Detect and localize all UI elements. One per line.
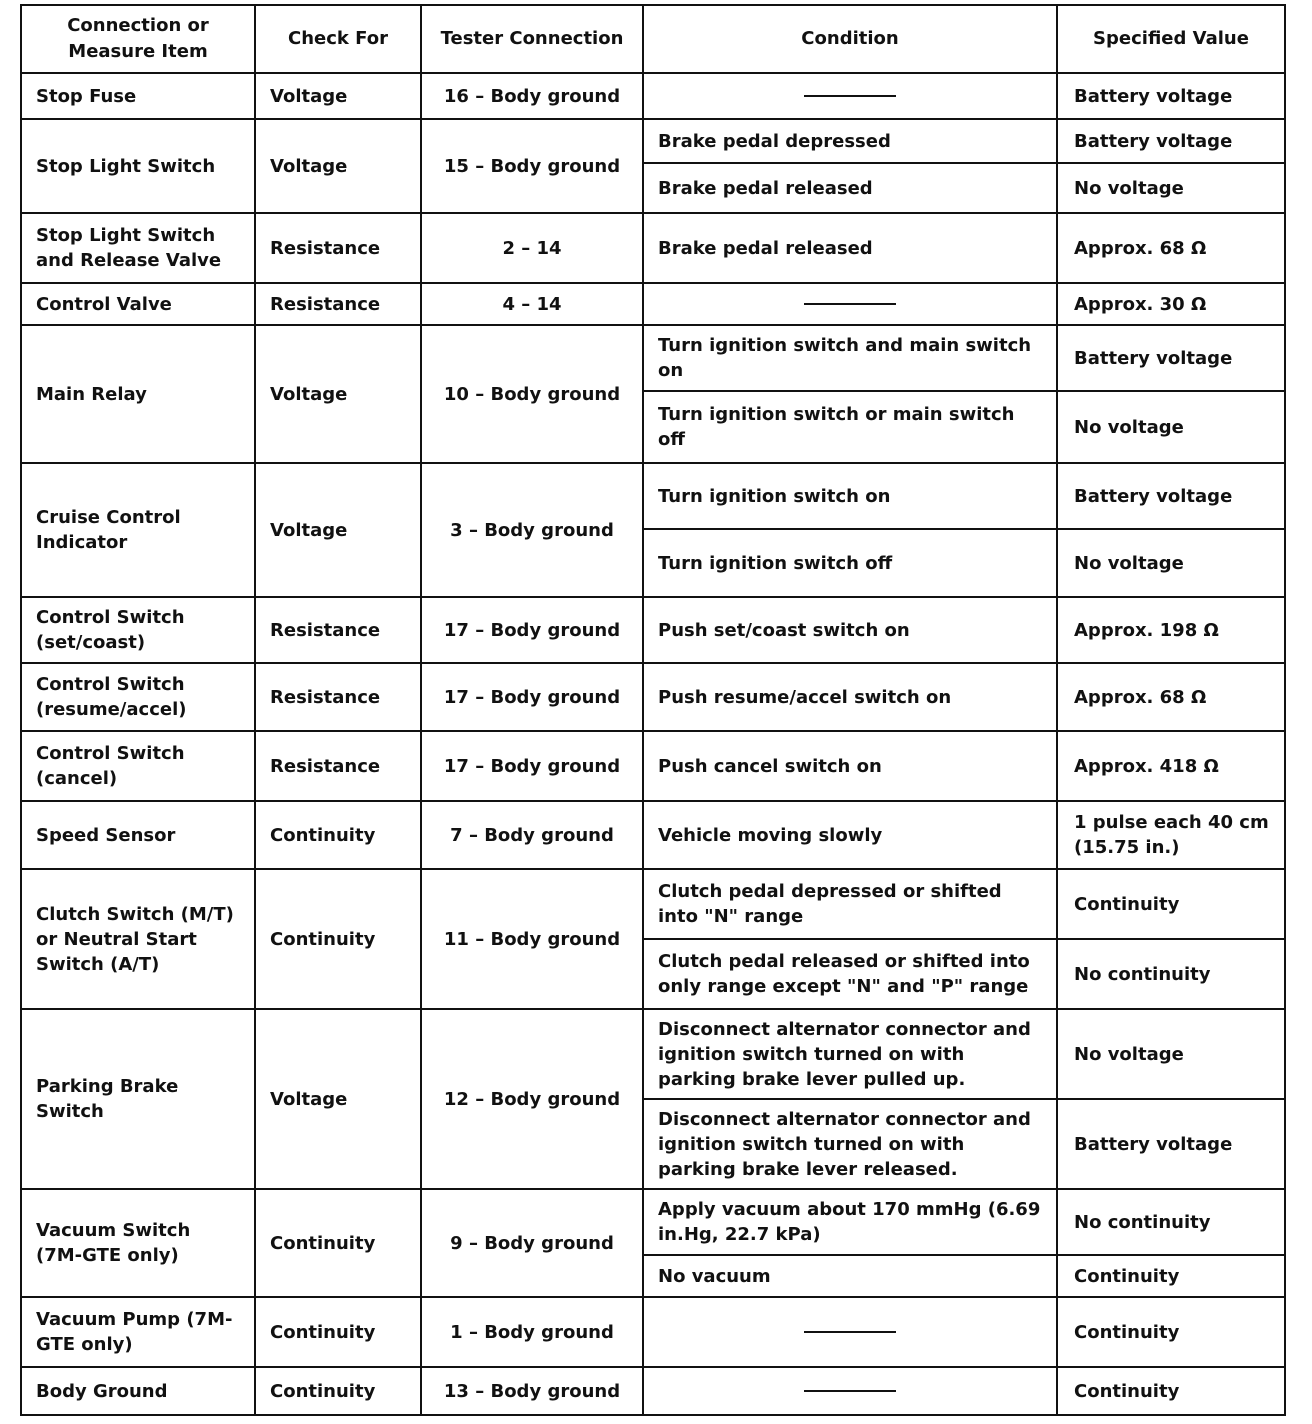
tester-connection: 9 – Body ground — [421, 1189, 643, 1297]
table-row — [21, 1367, 1285, 1415]
item-name: Parking Brake Switch — [21, 1009, 255, 1189]
specified-value: Continuity — [1057, 869, 1285, 939]
condition: Apply vacuum about 170 mmHg (6.69 in.Hg, 22.7 kPa) — [643, 1189, 1057, 1255]
table-row — [21, 73, 1285, 119]
table-row — [21, 663, 1285, 731]
item-name: Stop Light Switch and Release Valve — [21, 213, 255, 283]
dash-line — [804, 1331, 896, 1333]
specified-value: Continuity — [1057, 1367, 1285, 1415]
table-row — [21, 1297, 1285, 1367]
item-name: Cruise Control Indicator — [21, 463, 255, 597]
condition: Turn ignition switch on — [643, 463, 1057, 529]
check-for: Resistance — [255, 597, 421, 663]
condition-empty — [643, 1367, 1057, 1415]
specified-value: No voltage — [1057, 529, 1285, 597]
condition: Brake pedal released — [643, 163, 1057, 213]
condition: Clutch pedal depressed or shifted into "N" range — [643, 869, 1057, 939]
specified-value: No voltage — [1057, 163, 1285, 213]
table-row — [21, 1009, 1285, 1099]
specified-value: Battery voltage — [1057, 1099, 1285, 1189]
condition: Brake pedal depressed — [643, 119, 1057, 163]
check-for: Resistance — [255, 283, 421, 325]
tester-connection: 2 – 14 — [421, 213, 643, 283]
table-row — [21, 801, 1285, 869]
item-name: Body Ground — [21, 1367, 255, 1415]
inspection-table — [20, 4, 1286, 1416]
condition: No vacuum — [643, 1255, 1057, 1297]
header-value: Specified Value — [1057, 5, 1285, 73]
header-row — [21, 5, 1285, 73]
tester-connection: 12 – Body ground — [421, 1009, 643, 1189]
condition: Turn ignition switch and main switch on — [643, 325, 1057, 391]
condition-empty — [643, 73, 1057, 119]
dash-line — [804, 95, 896, 97]
item-name: Control Valve — [21, 283, 255, 325]
tester-connection: 17 – Body ground — [421, 731, 643, 801]
condition: Push cancel switch on — [643, 731, 1057, 801]
condition: Turn ignition switch off — [643, 529, 1057, 597]
tester-connection: 13 – Body ground — [421, 1367, 643, 1415]
condition-empty — [643, 1297, 1057, 1367]
check-for: Resistance — [255, 213, 421, 283]
specified-value: Approx. 68 Ω — [1057, 663, 1285, 731]
tester-connection: 16 – Body ground — [421, 73, 643, 119]
table-row — [21, 731, 1285, 801]
specified-value: No voltage — [1057, 391, 1285, 463]
check-for: Continuity — [255, 869, 421, 1009]
table-row — [21, 869, 1285, 939]
specified-value: Continuity — [1057, 1255, 1285, 1297]
check-for: Voltage — [255, 119, 421, 213]
header-item: Connection or Measure Item — [21, 5, 255, 73]
header-condition: Condition — [643, 5, 1057, 73]
check-for: Continuity — [255, 1367, 421, 1415]
check-for: Continuity — [255, 1189, 421, 1297]
specified-value: Approx. 418 Ω — [1057, 731, 1285, 801]
table-row — [21, 1189, 1285, 1255]
condition-empty — [643, 283, 1057, 325]
specified-value: Battery voltage — [1057, 73, 1285, 119]
dash-line — [804, 303, 896, 305]
header-check: Check For — [255, 5, 421, 73]
specified-value: Continuity — [1057, 1297, 1285, 1367]
tester-connection: 7 – Body ground — [421, 801, 643, 869]
specified-value: Approx. 68 Ω — [1057, 213, 1285, 283]
specified-value: Battery voltage — [1057, 463, 1285, 529]
table-row — [21, 597, 1285, 663]
item-name: Control Switch (set/coast) — [21, 597, 255, 663]
item-name: Clutch Switch (M/T) or Neutral Start Switch (A/T) — [21, 869, 255, 1009]
condition: Clutch pedal released or shifted into only range except "N" and "P" range — [643, 939, 1057, 1009]
item-name: Stop Fuse — [21, 73, 255, 119]
dash-line — [804, 1390, 896, 1392]
tester-connection: 10 – Body ground — [421, 325, 643, 463]
check-for: Voltage — [255, 463, 421, 597]
specified-value: No continuity — [1057, 939, 1285, 1009]
check-for: Continuity — [255, 801, 421, 869]
specified-value: Approx. 198 Ω — [1057, 597, 1285, 663]
table-row — [21, 283, 1285, 325]
table-row — [21, 119, 1285, 163]
specified-value: Approx. 30 Ω — [1057, 283, 1285, 325]
item-name: Vacuum Switch (7M-GTE only) — [21, 1189, 255, 1297]
check-for: Resistance — [255, 663, 421, 731]
check-for: Continuity — [255, 1297, 421, 1367]
table-row — [21, 213, 1285, 283]
table-row — [21, 463, 1285, 529]
item-name: Control Switch (cancel) — [21, 731, 255, 801]
condition: Disconnect alternator connector and ignition switch turned on with parking brake lever released. — [643, 1099, 1057, 1189]
tester-connection: 3 – Body ground — [421, 463, 643, 597]
item-name: Stop Light Switch — [21, 119, 255, 213]
item-name: Control Switch (resume/accel) — [21, 663, 255, 731]
condition: Push set/coast switch on — [643, 597, 1057, 663]
tester-connection: 11 – Body ground — [421, 869, 643, 1009]
specified-value: Battery voltage — [1057, 325, 1285, 391]
specified-value: No voltage — [1057, 1009, 1285, 1099]
tester-connection: 17 – Body ground — [421, 597, 643, 663]
table-row — [21, 325, 1285, 391]
header-tester: Tester Connection — [421, 5, 643, 73]
condition: Turn ignition switch or main switch off — [643, 391, 1057, 463]
specified-value: 1 pulse each 40 cm (15.75 in.) — [1057, 801, 1285, 869]
tester-connection: 15 – Body ground — [421, 119, 643, 213]
item-name: Speed Sensor — [21, 801, 255, 869]
check-for: Voltage — [255, 73, 421, 119]
specified-value: No continuity — [1057, 1189, 1285, 1255]
condition: Vehicle moving slowly — [643, 801, 1057, 869]
check-for: Resistance — [255, 731, 421, 801]
item-name: Main Relay — [21, 325, 255, 463]
condition: Push resume/accel switch on — [643, 663, 1057, 731]
table-body — [21, 73, 1285, 1415]
condition: Brake pedal released — [643, 213, 1057, 283]
tester-connection: 17 – Body ground — [421, 663, 643, 731]
tester-connection: 4 – 14 — [421, 283, 643, 325]
check-for: Voltage — [255, 1009, 421, 1189]
condition: Disconnect alternator connector and ignition switch turned on with parking brake lever pulled up. — [643, 1009, 1057, 1099]
item-name: Vacuum Pump (7M-GTE only) — [21, 1297, 255, 1367]
check-for: Voltage — [255, 325, 421, 463]
tester-connection: 1 – Body ground — [421, 1297, 643, 1367]
specified-value: Battery voltage — [1057, 119, 1285, 163]
